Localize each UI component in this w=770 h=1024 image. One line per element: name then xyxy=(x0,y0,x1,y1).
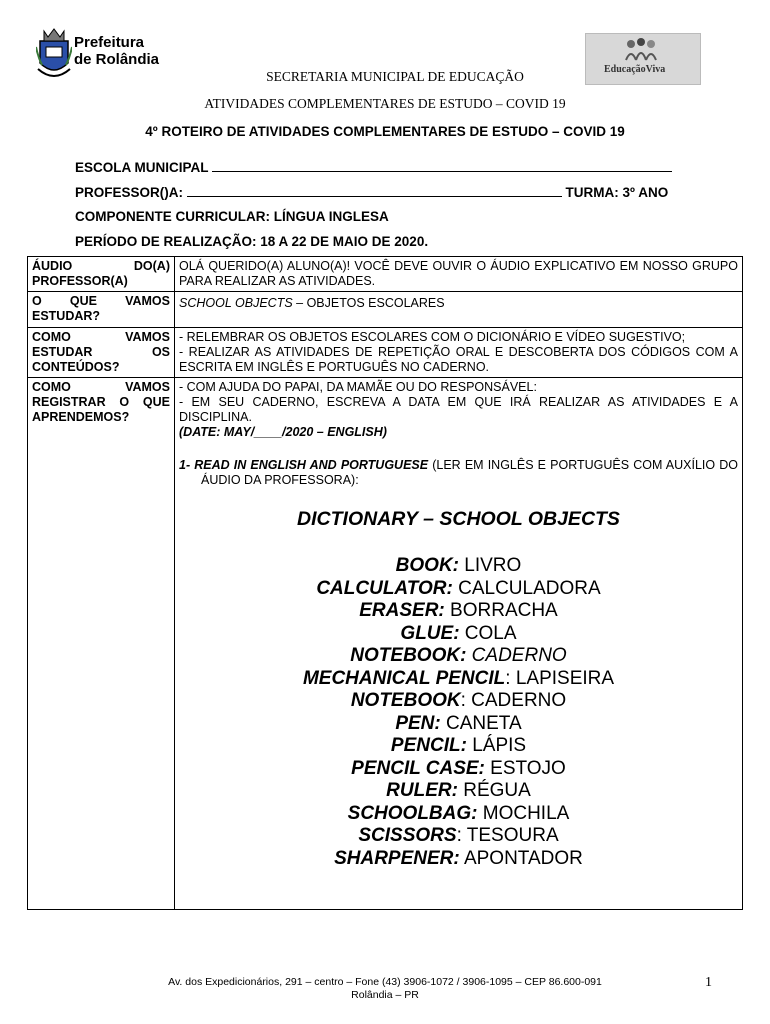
dictionary-english-term: PEN: xyxy=(395,712,441,734)
professor-field xyxy=(75,184,668,200)
dictionary-english-term: RULER: xyxy=(386,780,458,801)
table-row xyxy=(28,292,743,328)
date-line: (DATE: MAY/____/2020 – ENGLISH) xyxy=(179,425,387,439)
secretaria-title: SECRETARIA MUNICIPAL DE EDUCAÇÃO xyxy=(266,69,524,84)
dictionary-portuguese-term: CALCULADORA xyxy=(452,577,601,599)
list-item xyxy=(179,578,738,601)
como-estudar-line2: - REALIZAR AS ATIVIDADES DE REPETIÇÃO ORAL E DESCOBERTA DOS CÓDIGOS COM A ESCRITA EM INGLÊS E PORTUGUÊS NO CADERNO. xyxy=(179,345,738,374)
dictionary-english-term: PENCIL: xyxy=(390,735,467,756)
escola-label: ESCOLA MUNICIPAL xyxy=(75,160,209,175)
footer-city: Rolândia – PR xyxy=(351,989,419,1001)
dictionary-english-term: PENCIL CASE: xyxy=(351,757,485,779)
registrar-value xyxy=(175,378,743,910)
dictionary-portuguese-term: : LAPISEIRA xyxy=(505,667,615,689)
page-number: 1 xyxy=(705,975,712,990)
dictionary-list xyxy=(179,555,738,870)
dictionary-english-term: SCISSORS xyxy=(358,825,457,846)
dictionary-portuguese-term: COLA xyxy=(459,622,517,644)
table-row xyxy=(28,257,743,292)
activities-table xyxy=(27,256,743,910)
list-item xyxy=(179,690,738,713)
list-item xyxy=(179,668,738,691)
dictionary-portuguese-term: BORRACHA xyxy=(444,600,558,621)
estudar-value xyxy=(175,292,743,328)
list-item xyxy=(179,735,738,758)
list-item xyxy=(179,623,738,646)
table-row xyxy=(28,378,743,910)
periodo-field: PERÍODO DE REALIZAÇÃO: 18 A 22 DE MAIO DE 2020. xyxy=(75,234,429,249)
dictionary-english-term: NOTEBOOK xyxy=(350,690,461,711)
table-row xyxy=(28,328,743,378)
dictionary-english-term: NOTEBOOK: xyxy=(350,645,467,666)
prefeitura-line1: Prefeitura xyxy=(74,34,145,51)
dictionary-title: DICTIONARY – SCHOOL OBJECTS xyxy=(297,508,620,530)
dictionary-portuguese-term: CANETA xyxy=(440,712,522,734)
estudar-italic: SCHOOL OBJECTS xyxy=(179,296,293,310)
roteiro-title: 4º ROTEIRO DE ATIVIDADES COMPLEMENTARES DE ESTUDO – COVID 19 xyxy=(145,124,625,139)
dictionary-english-term: MECHANICAL PENCIL xyxy=(302,667,506,689)
audio-text: OLÁ QUERIDO(A) ALUNO(A)! VOCÊ DEVE OUVIR O ÁUDIO EXPLICATIVO EM NOSSO GRUPO PARA REALIZAR AS ATIVIDADES. xyxy=(175,257,743,292)
componente-field: COMPONENTE CURRICULAR: LÍNGUA INGLESA xyxy=(75,209,389,224)
activities-subtitle: ATIVIDADES COMPLEMENTARES DE ESTUDO – COVID 19 xyxy=(204,96,566,111)
professor-label: PROFESSOR()A: xyxy=(75,185,183,200)
read-bold: 1- READ IN ENGLISH AND PORTUGUESE xyxy=(179,458,429,472)
dictionary-english-term: CALCULATOR: xyxy=(316,577,453,599)
dictionary-portuguese-term: ESTOJO xyxy=(484,757,566,779)
people-icon xyxy=(586,34,702,64)
dictionary-english-term: BOOK: xyxy=(395,555,459,576)
dictionary-english-term: SCHOOLBAG: xyxy=(347,802,478,824)
como-estudar-value xyxy=(175,328,743,378)
professor-blank xyxy=(187,184,562,197)
list-item xyxy=(179,645,738,668)
dictionary-english-term: ERASER: xyxy=(359,600,445,621)
dictionary-english-term: SHARPENER: xyxy=(334,847,460,869)
audio-label: ÁUDIO DO(A) PROFESSOR(A) xyxy=(28,257,175,292)
como-estudar-label: COMO VAMOS ESTUDAR OS CONTEÚDOS? xyxy=(28,328,175,378)
list-item xyxy=(179,848,738,871)
list-item xyxy=(179,713,738,736)
registrar-line2: - EM SEU CADERNO, ESCREVA A DATA EM QUE IRÁ REALIZAR AS ATIVIDADES E A DISCIPLINA. xyxy=(179,395,738,424)
escola-field xyxy=(75,159,672,175)
registrar-label: COMO VAMOS REGISTRAR O QUE APRENDEMOS? xyxy=(28,378,175,910)
dictionary-portuguese-term: LIVRO xyxy=(459,555,522,576)
read-instruction xyxy=(179,458,738,488)
list-item xyxy=(179,758,738,781)
footer-address: Av. dos Expedicionários, 291 – centro – Fone (43) 3906-1072 / 3906-1095 – CEP 86.600-091 xyxy=(168,976,602,988)
list-item xyxy=(179,555,738,578)
read-rest: (LER EM INGLÊS E PORTUGUÊS COM AUXÍLIO DO ÁUDIO DA PROFESSORA): xyxy=(201,458,738,487)
prefeitura-title xyxy=(74,34,159,68)
dictionary-portuguese-term: LÁPIS xyxy=(466,735,527,756)
como-estudar-line1: - RELEMBRAR OS OBJETOS ESCOLARES COM O DICIONÁRIO E VÍDEO SUGESTIVO; xyxy=(179,330,686,344)
prefeitura-line2: de Rolândia xyxy=(74,51,160,68)
estudar-label: O QUE VAMOS ESTUDAR? xyxy=(28,292,175,328)
dictionary-english-term: GLUE: xyxy=(400,622,460,644)
educacao-viva-text: EducaçãoViva xyxy=(604,64,666,75)
list-item xyxy=(179,780,738,803)
list-item xyxy=(179,825,738,848)
registrar-line1: - COM AJUDA DO PAPAI, DA MAMÃE OU DO RESPONSÁVEL: xyxy=(179,380,537,394)
escola-blank xyxy=(212,159,672,172)
dictionary-portuguese-term: APONTADOR xyxy=(459,847,583,869)
estudar-rest: – OBJETOS ESCOLARES xyxy=(292,296,445,310)
dictionary-portuguese-term: CADERNO xyxy=(466,645,567,666)
list-item xyxy=(179,803,738,826)
dictionary-portuguese-term: MOCHILA xyxy=(477,802,570,824)
dictionary-portuguese-term: RÉGUA xyxy=(457,780,531,801)
dictionary-portuguese-term: : CADERNO xyxy=(460,690,567,711)
dictionary-portuguese-term: : TESOURA xyxy=(456,825,559,846)
footer xyxy=(0,976,770,1002)
turma-label: TURMA: 3º ANO xyxy=(565,185,669,200)
list-item xyxy=(179,600,738,623)
